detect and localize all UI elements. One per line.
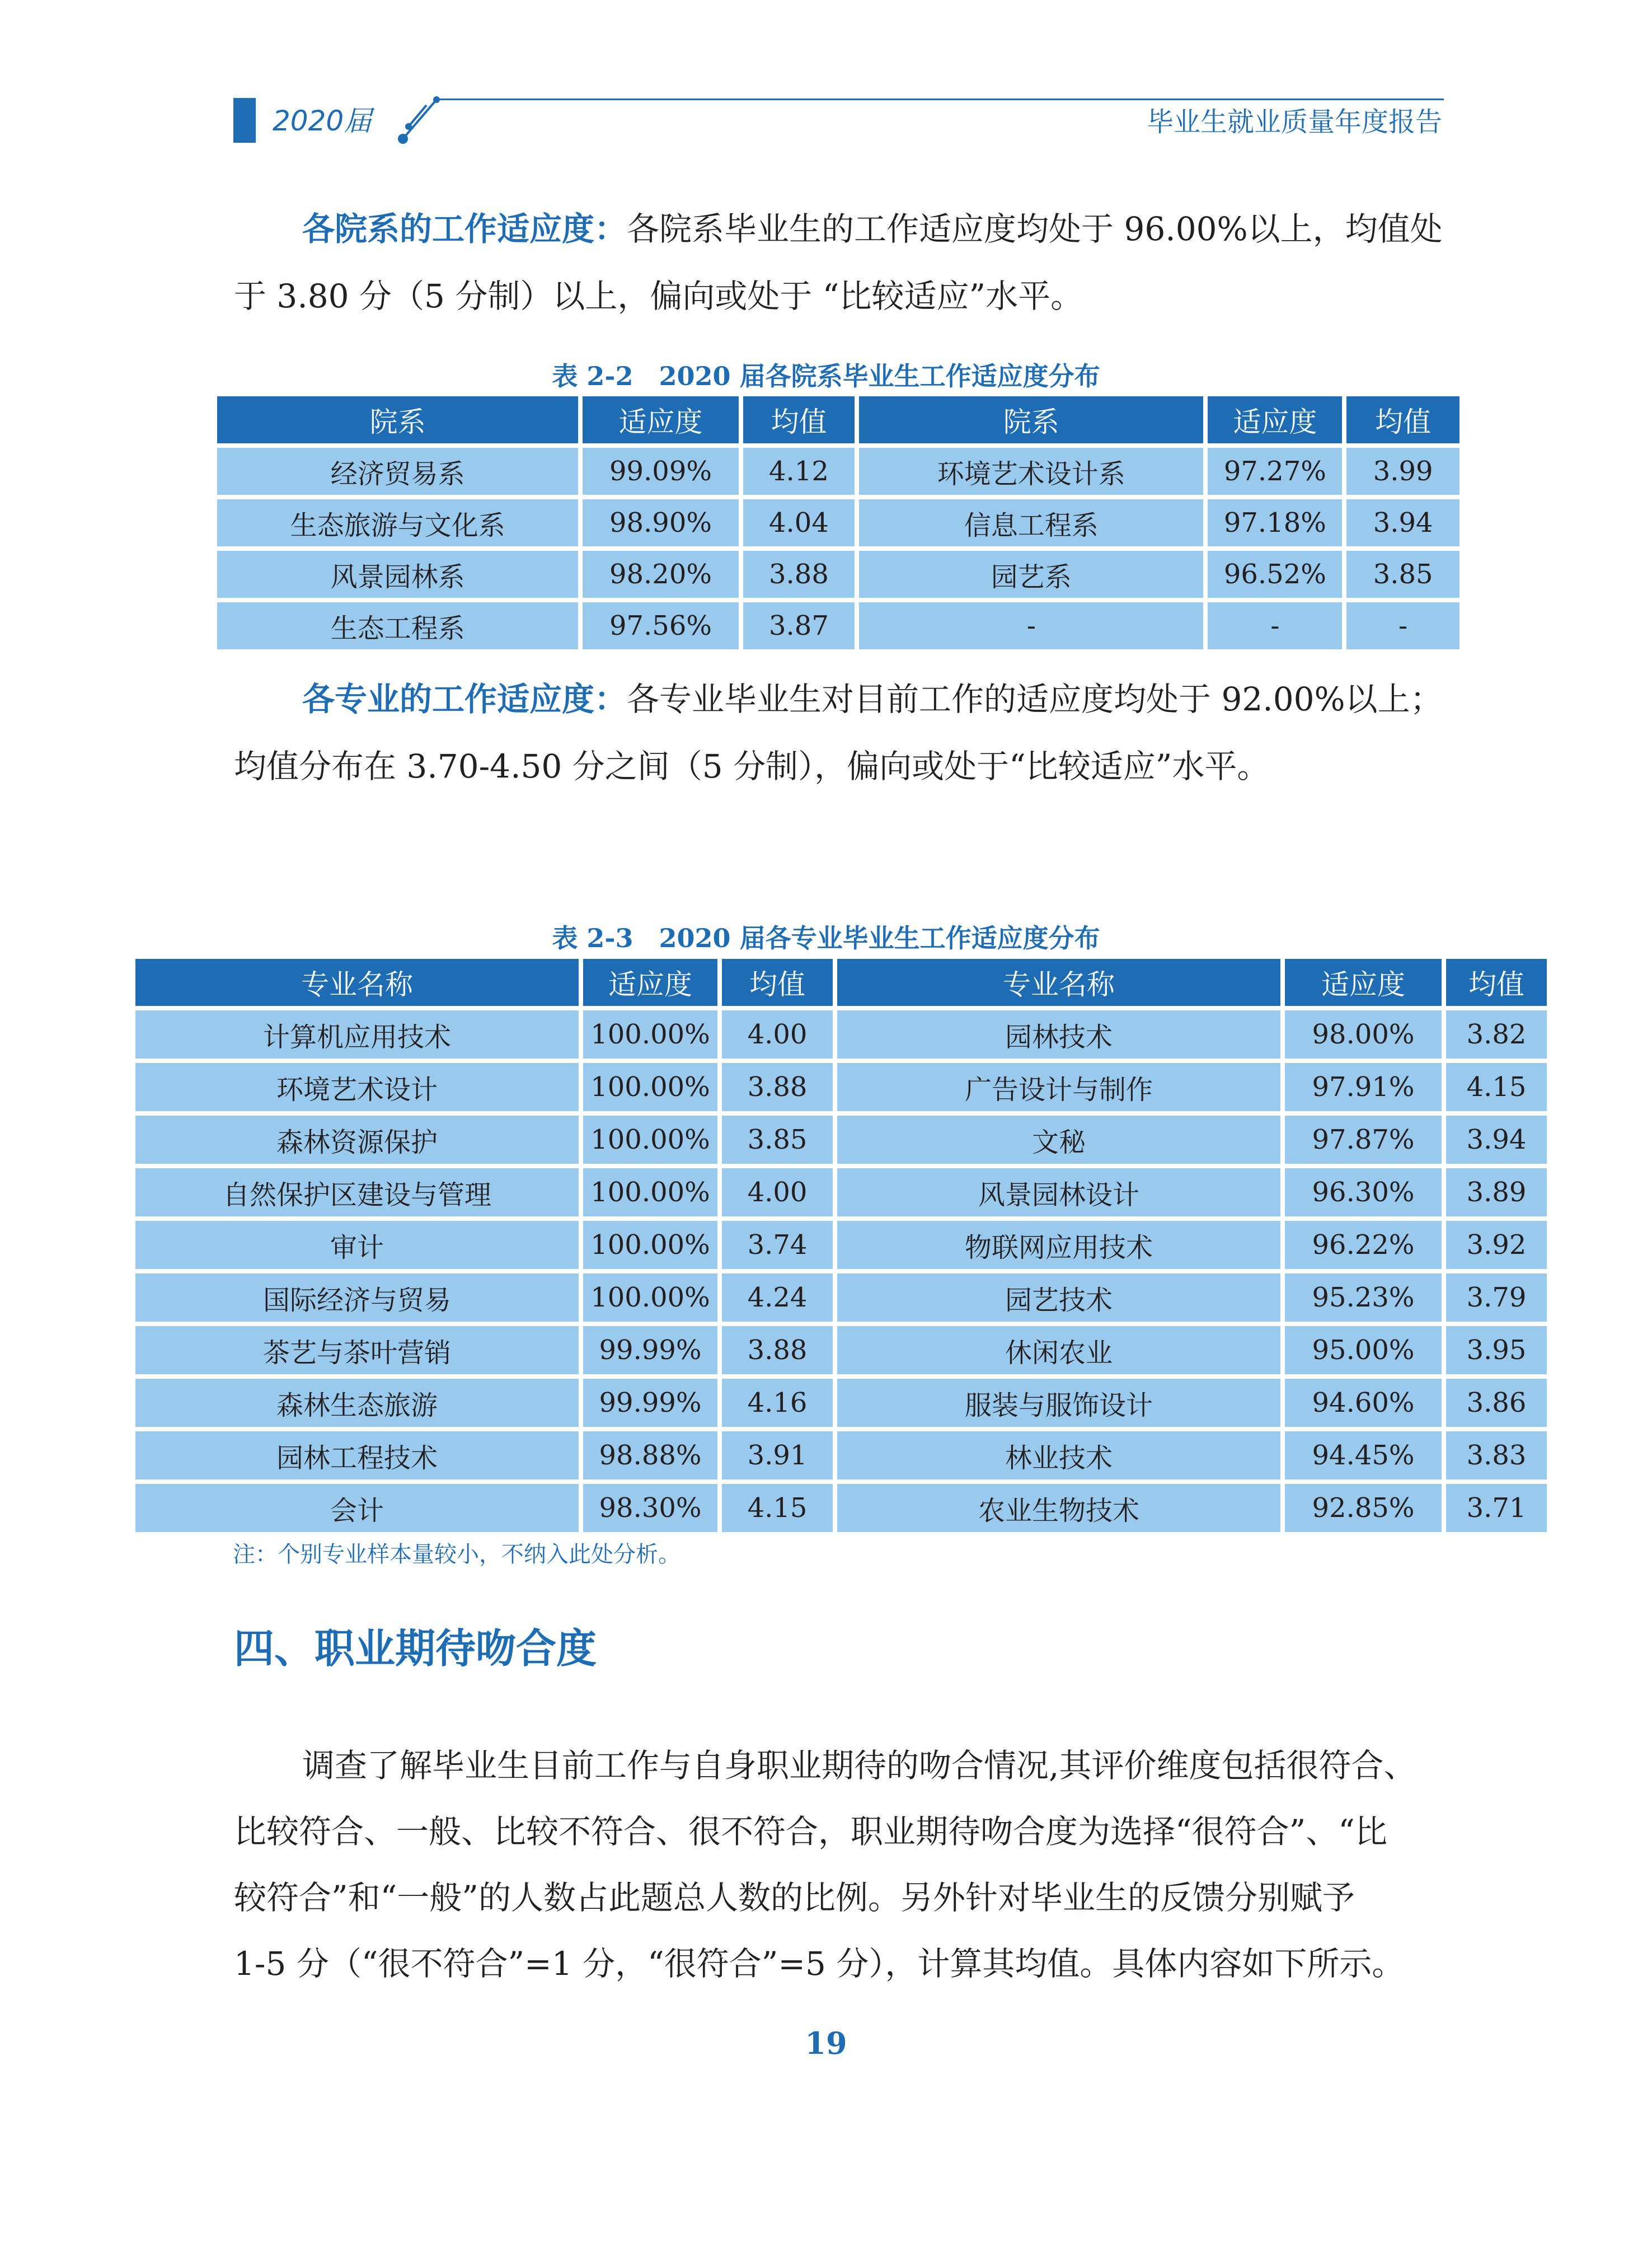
table-header-cell: 院系 (217, 396, 578, 443)
table-cell: 97.87% (1285, 1116, 1442, 1164)
table-cell: 3.74 (722, 1221, 833, 1269)
table-cell: 园林工程技术 (135, 1431, 579, 1479)
table-header-cell: 适应度 (1208, 396, 1342, 443)
table-2-3-caption: 表 2-3 2020 届各专业毕业生工作适应度分布 (552, 923, 1100, 953)
table-cell: 会计 (135, 1484, 579, 1532)
table-row (135, 1379, 1547, 1427)
table-cell: 99.09% (583, 448, 738, 495)
table-cell: 3.92 (1446, 1221, 1547, 1269)
table-cell: 97.91% (1285, 1063, 1442, 1111)
table-header-row (135, 959, 1547, 1006)
paragraph-expectation-line-2: 比较符合、一般、比较不符合、很不符合，职业期待吻合度为选择“很符合”、“比 (234, 1813, 1387, 1851)
table-cell: 园艺系 (859, 551, 1203, 598)
paragraph-dept-line-1 (302, 193, 1443, 265)
paragraph-expectation-line-3: 较符合”和“一般”的人数占此题总人数的比例。另外针对毕业生的反馈分别赋予 (234, 1879, 1355, 1917)
table-cell: 环境艺术设计 (135, 1063, 579, 1111)
table-row (217, 551, 1459, 598)
table-cell: 自然保护区建设与管理 (135, 1168, 579, 1216)
table-cell: 97.56% (583, 602, 738, 649)
table-cell: 风景园林设计 (837, 1168, 1280, 1216)
table-cell: 98.20% (583, 551, 738, 598)
table-cell: 3.88 (722, 1063, 833, 1111)
table-cell: 服装与服饰设计 (837, 1379, 1280, 1427)
table-cell: 森林生态旅游 (135, 1379, 579, 1427)
table-cell: 国际经济与贸易 (135, 1273, 579, 1322)
table-cell: 园林技术 (837, 1010, 1280, 1059)
table-cell: 广告设计与制作 (837, 1063, 1280, 1111)
table-cell: 4.12 (743, 448, 855, 495)
section-heading: 四、职业期待吻合度 (234, 1625, 597, 1672)
table-cell: 94.60% (1285, 1379, 1442, 1427)
table-major-adaptability (131, 954, 1551, 1537)
table-header-cell: 院系 (859, 396, 1203, 443)
paragraph-major-lead: 各专业的工作适应度： (302, 680, 627, 718)
table-cell: 茶艺与茶叶营销 (135, 1326, 579, 1374)
table-cell: 3.79 (1446, 1273, 1547, 1322)
table-row (135, 1326, 1547, 1374)
table-cell: 96.52% (1208, 551, 1342, 598)
table-header-cell: 均值 (743, 396, 855, 443)
table-cell: 3.83 (1446, 1431, 1547, 1479)
table-cell: 3.86 (1446, 1379, 1547, 1427)
table-cell: 92.85% (1285, 1484, 1442, 1532)
table-cell: 生态工程系 (217, 602, 578, 649)
table-cell: 96.30% (1285, 1168, 1442, 1216)
table-row (135, 1484, 1547, 1532)
table-cell: 3.94 (1446, 1116, 1547, 1164)
table-row (217, 602, 1459, 649)
table-row (217, 448, 1459, 495)
table-cell: 99.99% (583, 1326, 717, 1374)
table-row (217, 499, 1459, 546)
table-cell: 文秘 (837, 1116, 1280, 1164)
table-cell: 计算机应用技术 (135, 1010, 579, 1059)
table-cell: 95.00% (1285, 1326, 1442, 1374)
table-header-cell: 适应度 (583, 959, 717, 1006)
paragraph-expectation-line-4: 1-5 分（“很不符合”=1 分，“很符合”=5 分），计算其均值。具体内容如下所示。 (234, 1945, 1405, 1983)
table-row (135, 1168, 1547, 1216)
table-cell: 4.15 (722, 1484, 833, 1532)
table-header-cell: 适应度 (583, 396, 738, 443)
table-cell: 风景园林系 (217, 551, 578, 598)
table-cell: 3.89 (1446, 1168, 1547, 1216)
table-cell: 100.00% (583, 1273, 717, 1322)
table-cell: 3.85 (722, 1116, 833, 1164)
table-cell: 物联网应用技术 (837, 1221, 1280, 1269)
table-cell: 97.27% (1208, 448, 1342, 495)
table-header-cell: 适应度 (1285, 959, 1442, 1006)
table-cell: 98.88% (583, 1431, 717, 1479)
table-header-cell: 均值 (1446, 959, 1547, 1006)
table-cell: 4.00 (722, 1010, 833, 1059)
table-cell: 98.90% (583, 499, 738, 546)
table-row (135, 1116, 1547, 1164)
table-cell: 4.24 (722, 1273, 833, 1322)
table-row (135, 1063, 1547, 1111)
table-row (135, 1010, 1547, 1059)
table-cell: 4.04 (743, 499, 855, 546)
table-cell: 98.00% (1285, 1010, 1442, 1059)
table-cell: 3.91 (722, 1431, 833, 1479)
table-row (135, 1273, 1547, 1322)
table-cell: 农业生物技术 (837, 1484, 1280, 1532)
table-cell: 100.00% (583, 1010, 717, 1059)
table-cell: 信息工程系 (859, 499, 1203, 546)
table-cell: 3.88 (743, 551, 855, 598)
table-header-row (217, 396, 1459, 443)
page-number: 19 (805, 2025, 847, 2061)
table-cell: 经济贸易系 (217, 448, 578, 495)
table-cell: - (1208, 602, 1342, 649)
table-cell: 3.85 (1346, 551, 1459, 598)
table-cell: 4.16 (722, 1379, 833, 1427)
table-cell: 园艺技术 (837, 1273, 1280, 1322)
paragraph-major-line-1 (302, 663, 1443, 735)
table-cell: 100.00% (583, 1116, 717, 1164)
table-cell: 森林资源保护 (135, 1116, 579, 1164)
table-cell: 100.00% (583, 1063, 717, 1111)
paragraph-major-text: 各专业毕业生对目前工作的适应度均处于 92.00%以上； (627, 680, 1443, 718)
table-header-cell: 专业名称 (837, 959, 1280, 1006)
table-cell: 96.22% (1285, 1221, 1442, 1269)
table-cell: 97.18% (1208, 499, 1342, 546)
table-cell: 3.95 (1446, 1326, 1547, 1374)
table-cell: - (859, 602, 1203, 649)
paragraph-major-line-2: 均值分布在 3.70-4.50 分之间（5 分制），偏向或处于“比较适应”水平。 (234, 747, 1270, 785)
header-circuit-icon (392, 90, 442, 146)
table-cell: 审计 (135, 1221, 579, 1269)
table-cell: - (1346, 602, 1459, 649)
table-cell: 3.82 (1446, 1010, 1547, 1059)
table-cell: 休闲农业 (837, 1326, 1280, 1374)
table-cell: 生态旅游与文化系 (217, 499, 578, 546)
table-2-2-caption: 表 2-2 2020 届各院系毕业生工作适应度分布 (552, 361, 1100, 391)
table-cell: 3.88 (722, 1326, 833, 1374)
paragraph-dept-lead: 各院系的工作适应度： (302, 210, 627, 248)
table-cell: 100.00% (583, 1168, 717, 1216)
table-cell: 林业技术 (837, 1431, 1280, 1479)
table-cell: 3.99 (1346, 448, 1459, 495)
paragraph-dept-text: 各院系毕业生的工作适应度均处于 96.00%以上，均值处 (627, 210, 1443, 248)
table-cell: 3.87 (743, 602, 855, 649)
paragraph-expectation-line-1: 调查了解毕业生目前工作与自身职业期待的吻合情况,其评价维度包括很符合、 (302, 1746, 1416, 1785)
table-cell: 环境艺术设计系 (859, 448, 1203, 495)
header-accent-bar (233, 98, 256, 143)
table-cell: 99.99% (583, 1379, 717, 1427)
header-year-label: 2020届 (273, 105, 372, 137)
table-cell: 95.23% (1285, 1273, 1442, 1322)
table-cell: 4.15 (1446, 1063, 1547, 1111)
header-rule (437, 99, 1444, 100)
table-dept-adaptability (213, 392, 1464, 654)
table-cell: 98.30% (583, 1484, 717, 1532)
table-note: 注：个别专业样本量较小，不纳入此处分析。 (233, 1542, 680, 1567)
table-cell: 100.00% (583, 1221, 717, 1269)
table-row (135, 1221, 1547, 1269)
table-cell: 4.00 (722, 1168, 833, 1216)
table-row (135, 1431, 1547, 1479)
table-header-cell: 均值 (1346, 396, 1459, 443)
paragraph-dept-line-2: 于 3.80 分（5 分制）以上，偏向或处于 “比较适应”水平。 (234, 277, 1083, 315)
table-cell: 3.71 (1446, 1484, 1547, 1532)
table-cell: 94.45% (1285, 1431, 1442, 1479)
table-header-cell: 均值 (722, 959, 833, 1006)
table-cell: 3.94 (1346, 499, 1459, 546)
table-header-cell: 专业名称 (135, 959, 579, 1006)
header-report-title: 毕业生就业质量年度报告 (1146, 106, 1442, 138)
